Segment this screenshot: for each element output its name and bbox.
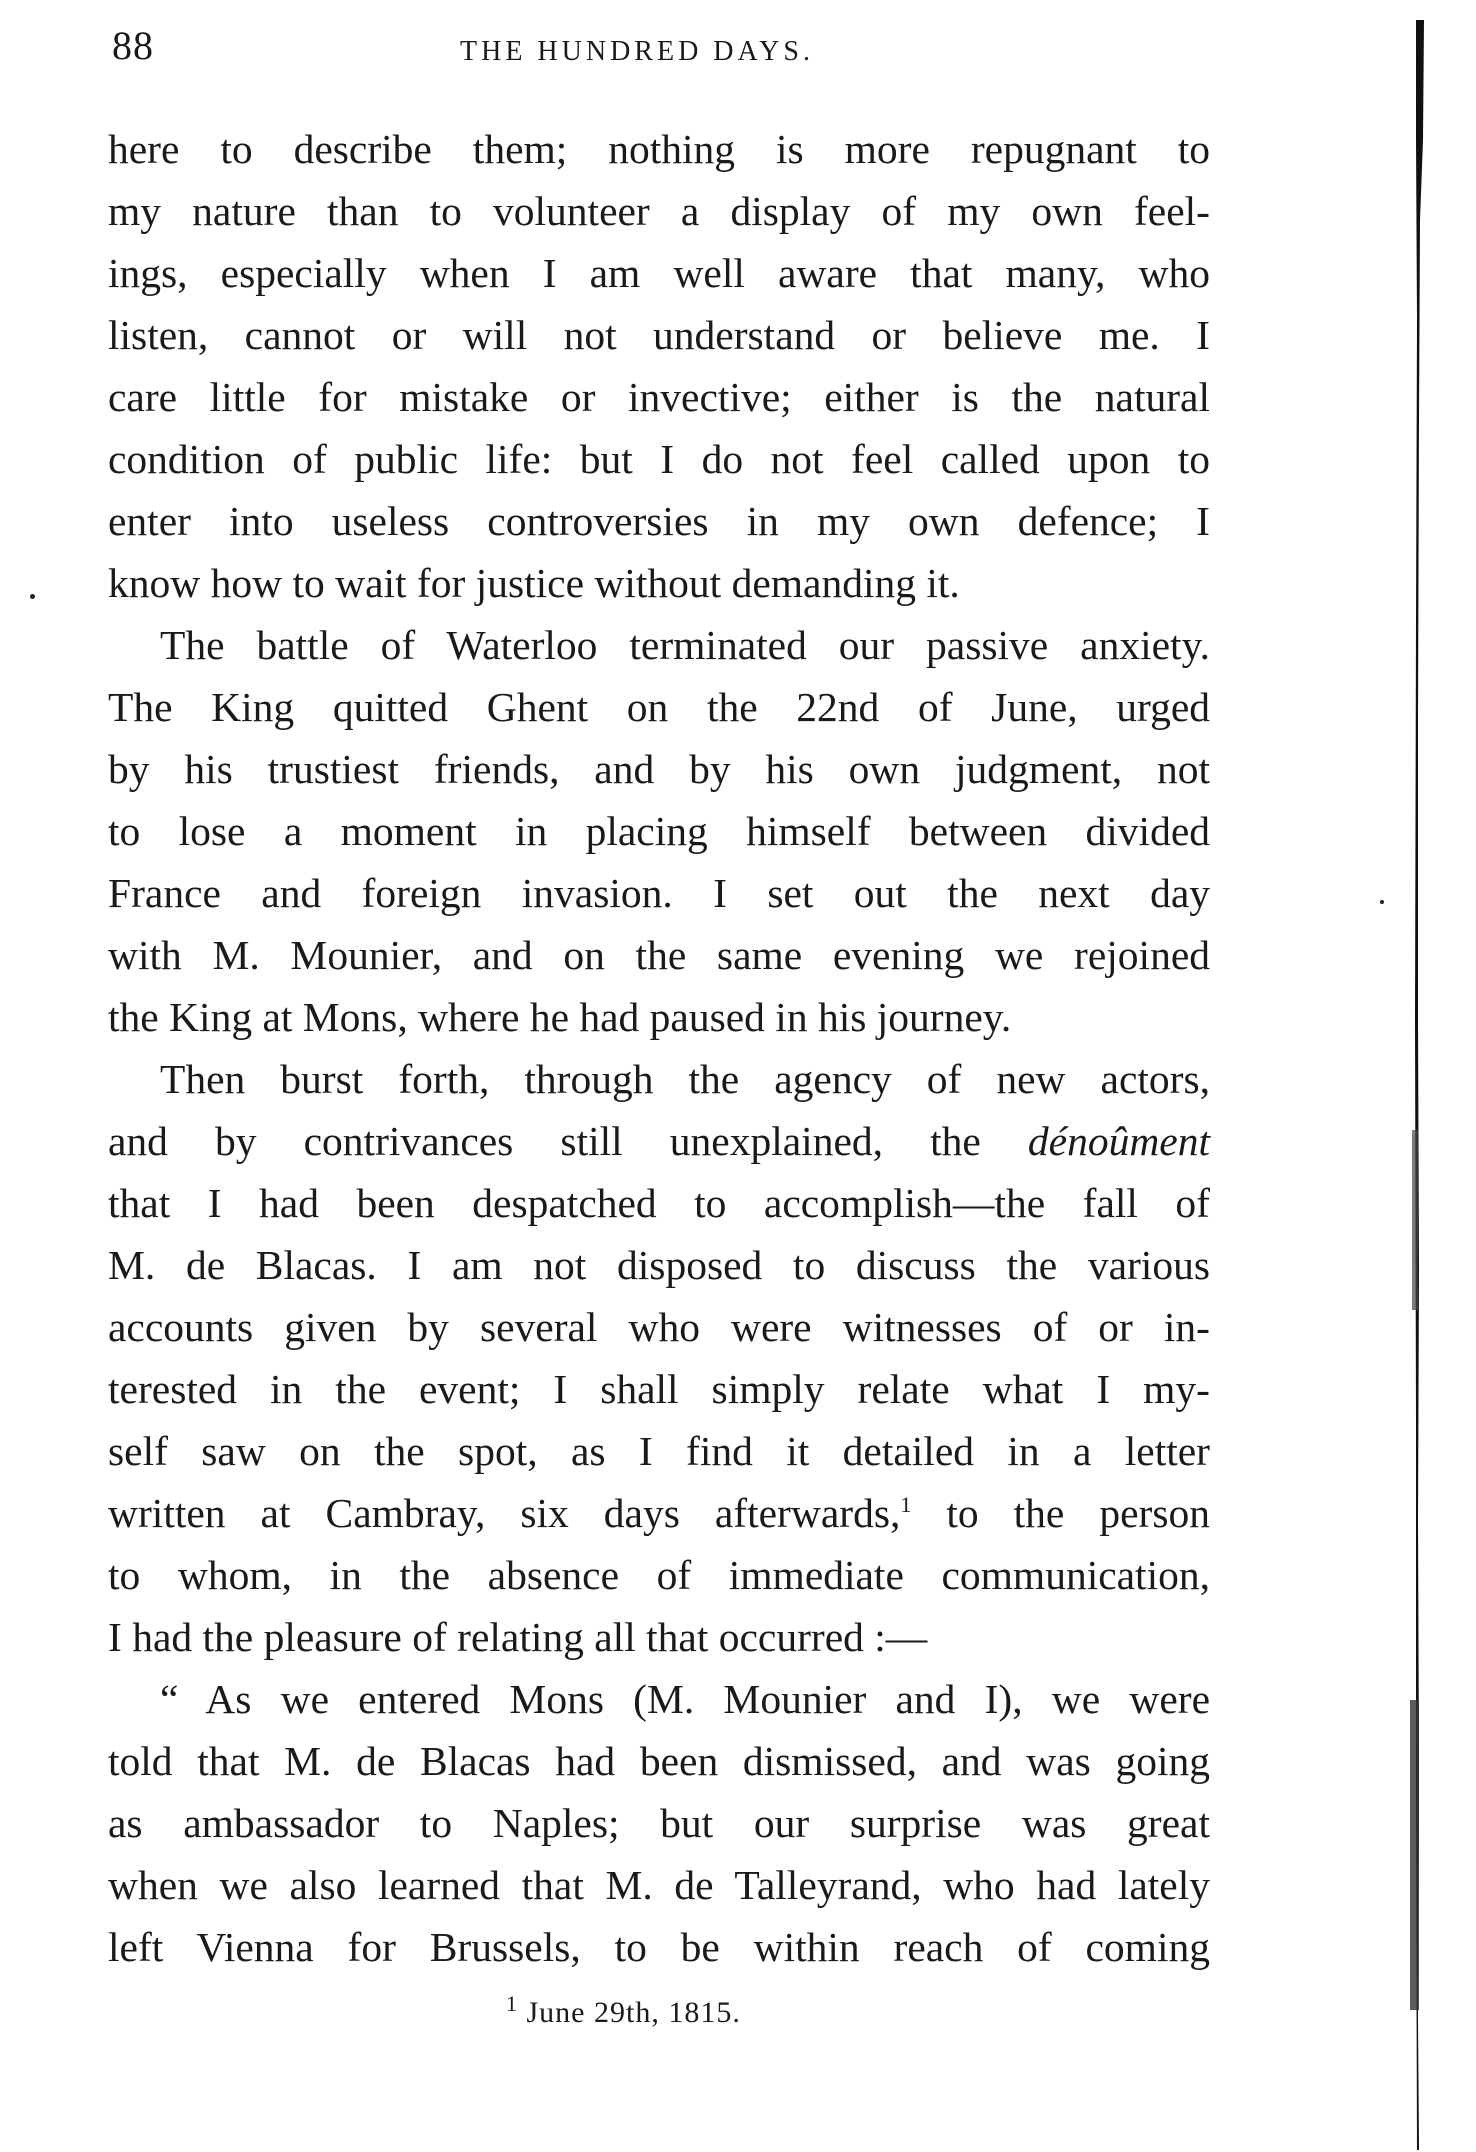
italic-word: dénoûment — [1027, 1118, 1210, 1164]
text-line: enter into useless controversies in my own defence; I — [108, 498, 1210, 544]
footnote-marker: 1 — [506, 1991, 518, 2016]
text-line: Then burst forth, through the agency of new actors, — [160, 1056, 1210, 1102]
text-segment: written at Cambray, six days afterwards, — [108, 1490, 901, 1536]
text-segment: to the person — [911, 1490, 1210, 1536]
text-line: here to describe them; nothing is more repugnant to — [108, 126, 1210, 172]
text-line: The King quitted Ghent on the 22nd of June, urged — [108, 684, 1210, 730]
text-line — [108, 1110, 1210, 1172]
text-line: terested in the event; I shall simply relate what I my- — [108, 1366, 1210, 1412]
text-line: listen, cannot or will not understand or believe me. I — [108, 312, 1210, 358]
text-line: care little for mistake or invective; either is the natural — [108, 374, 1210, 420]
text-line: by his trustiest friends, and by his own judgment, not — [108, 746, 1210, 792]
paragraph-4 — [108, 1668, 1210, 1978]
page-edge-shadow — [1410, 20, 1430, 2150]
text-line — [108, 1482, 1210, 1544]
text-line: the King at Mons, where he had paused in his journey. — [108, 994, 1012, 1040]
body-text — [108, 118, 1210, 1978]
text-line: left Vienna for Brussels, to be within reach of coming — [108, 1924, 1210, 1970]
text-line: condition of public life: but I do not feel called upon to — [108, 436, 1210, 482]
text-line: The battle of Waterloo terminated our passive anxiety. — [160, 622, 1210, 668]
text-line: as ambassador to Naples; but our surprise was great — [108, 1800, 1210, 1846]
paragraph-2 — [108, 614, 1210, 1048]
text-line: “ As we entered Mons (M. Mounier and I), we were — [160, 1676, 1210, 1722]
text-line: with M. Mounier, and on the same evening we rejoined — [108, 932, 1210, 978]
scan-speck — [30, 594, 35, 599]
text-line: that I had been despatched to accomplish—the fall of — [108, 1180, 1210, 1226]
text-line: I had the pleasure of relating all that occurred :— — [108, 1614, 928, 1660]
text-line: accounts given by several who were witnesses of or in- — [108, 1304, 1210, 1350]
text-line: self saw on the spot, as I find it detailed in a letter — [108, 1428, 1210, 1474]
text-line: my nature than to volunteer a display of my own feel- — [108, 188, 1210, 234]
text-line: M. de Blacas. I am not disposed to discuss the various — [108, 1242, 1210, 1288]
paragraph-1 — [108, 118, 1210, 614]
footnote-reference: 1 — [900, 1492, 912, 1518]
text-line: know how to wait for justice without demanding it. — [108, 560, 960, 606]
text-line: ings, especially when I am well aware that many, who — [108, 250, 1210, 296]
text-segment: and by contrivances still unexplained, the — [108, 1118, 1028, 1164]
text-line: told that M. de Blacas had been dismissed, and was going — [108, 1738, 1210, 1784]
paragraph-3 — [108, 1048, 1210, 1668]
text-line: when we also learned that M. de Talleyrand, who had lately — [108, 1862, 1210, 1908]
footnote — [506, 1991, 741, 2030]
scan-speck — [1380, 900, 1384, 904]
footnote-text: June 29th, 1815. — [518, 1996, 741, 2029]
page-number: 88 — [112, 23, 154, 68]
text-line: to lose a moment in placing himself between divided — [108, 808, 1210, 854]
text-line: to whom, in the absence of immediate communication, — [108, 1552, 1210, 1598]
text-line: France and foreign invasion. I set out the next day — [108, 870, 1210, 916]
running-title: THE HUNDRED DAYS. — [460, 36, 814, 67]
